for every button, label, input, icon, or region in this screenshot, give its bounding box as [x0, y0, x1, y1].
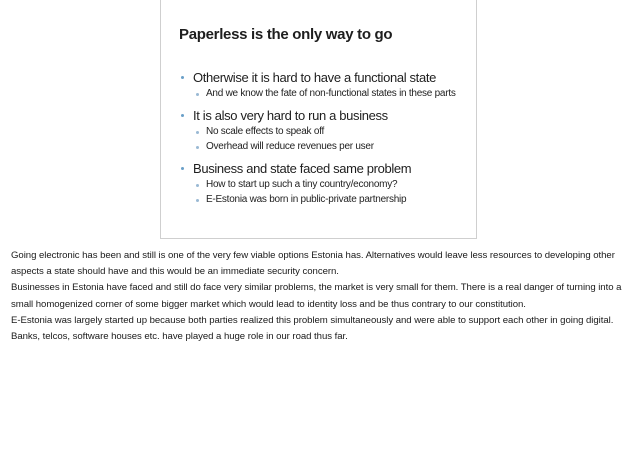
- sub-bullet-e-estonia: E-Estonia was born in public-private partnership: [181, 193, 471, 207]
- bullet-same-problem: Business and state faced same problem: [181, 160, 471, 177]
- notes-paragraph: Going electronic has been and still is one of the very few viable options Estonia has. Alternatives would leave less resources to developing other aspects a state should have and this would be an immediate security concern.: [11, 250, 615, 278]
- speaker-notes: [11, 248, 631, 345]
- sub-bullet-scale-effects: No scale effects to speak off: [181, 125, 471, 139]
- bullet-functional-state: Otherwise it is hard to have a functional state: [181, 69, 471, 86]
- slide-thumbnail: [160, 0, 477, 239]
- bullet-run-business: It is also very hard to run a business: [181, 107, 471, 124]
- sub-bullet-non-functional-states: And we know the fate of non-functional states in these parts: [181, 87, 471, 101]
- notes-paragraph: Businesses in Estonia have faced and still do face very similar problems, the market is very small for them. There is a real danger of turning into a small homogenized corner of some bigger market which would lead to identity loss and be thus contrary to our constitution.: [11, 282, 622, 310]
- notes-paragraph: E-Estonia was largely started up because both parties realized this problem simultaneously and were able to support each other in going digital. Banks, telcos, software houses etc. have played a huge role in our road thus far.: [11, 314, 614, 343]
- slide-bullet-list: [181, 66, 471, 207]
- sub-bullet-tiny-country: How to start up such a tiny country/economy?: [181, 178, 471, 192]
- slide-title: Paperless is the only way to go: [179, 26, 393, 43]
- sub-bullet-overhead: Overhead will reduce revenues per user: [181, 140, 471, 154]
